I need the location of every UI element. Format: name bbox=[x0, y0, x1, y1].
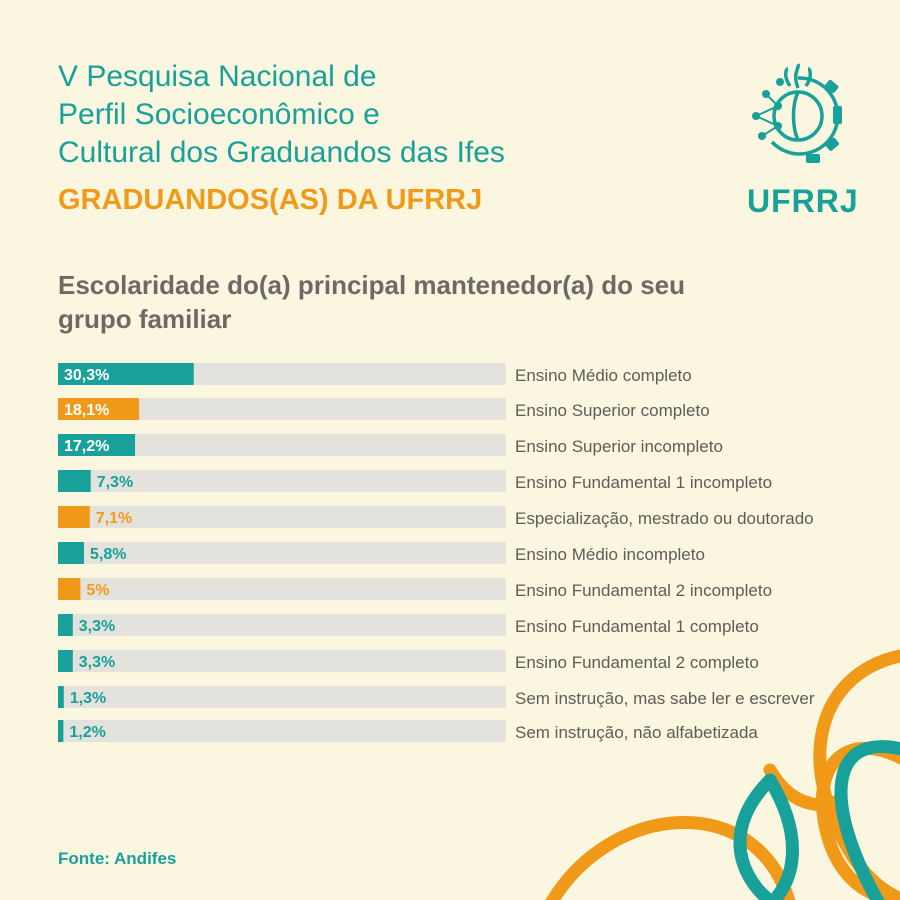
value-label: 1,3% bbox=[69, 690, 107, 707]
value-label: 5% bbox=[86, 582, 110, 599]
title-line-3: Cultural dos Graduandos das Ifes bbox=[58, 136, 505, 169]
bar-track bbox=[58, 650, 506, 672]
value-label: 7,3% bbox=[96, 474, 134, 491]
bar bbox=[58, 614, 73, 636]
value-label: 30,3% bbox=[64, 367, 110, 384]
logo-text: UFRRJ bbox=[747, 183, 859, 219]
value-label: 5,8% bbox=[89, 546, 127, 563]
category-label: Ensino Médio incompleto bbox=[515, 545, 705, 564]
value-label: 7,1% bbox=[95, 510, 133, 527]
category-label: Ensino Fundamental 1 completo bbox=[515, 617, 759, 636]
bar-track bbox=[58, 578, 506, 600]
category-label: Ensino Fundamental 2 incompleto bbox=[515, 581, 773, 600]
value-label: 17,2% bbox=[64, 438, 110, 455]
category-label: Ensino Superior incompleto bbox=[515, 437, 723, 456]
bar bbox=[58, 578, 80, 600]
title-line-1: V Pesquisa Nacional de bbox=[58, 60, 377, 93]
bar bbox=[58, 720, 63, 742]
value-label: 1,2% bbox=[69, 724, 106, 741]
bar bbox=[58, 506, 90, 528]
bar bbox=[58, 470, 91, 492]
category-label: Sem instrução, não alfabetizada bbox=[515, 723, 758, 742]
category-label: Especialização, mestrado ou doutorado bbox=[515, 509, 814, 528]
value-label: 18,1% bbox=[64, 402, 110, 419]
category-label: Ensino Fundamental 1 incompleto bbox=[515, 473, 773, 492]
bar bbox=[58, 542, 84, 564]
bar bbox=[58, 650, 73, 672]
bar-track bbox=[58, 614, 506, 636]
source-note: Fonte: Andifes bbox=[58, 849, 177, 868]
chart-title-line-1: Escolaridade do(a) principal mantenedor(a) do seu bbox=[58, 270, 686, 300]
bar-track bbox=[58, 720, 506, 742]
category-label: Ensino Fundamental 2 completo bbox=[515, 653, 759, 672]
category-label: Sem instrução, mas sabe ler e escrever bbox=[515, 689, 815, 708]
value-label: 3,3% bbox=[78, 618, 116, 635]
bar bbox=[58, 686, 64, 708]
category-label: Ensino Médio completo bbox=[515, 366, 692, 385]
bar-track bbox=[58, 686, 506, 708]
title-line-2: Perfil Socioeconômico e bbox=[58, 98, 380, 131]
chart-title-line-2: grupo familiar bbox=[58, 304, 232, 334]
value-label: 3,3% bbox=[78, 654, 116, 671]
page-subtitle: GRADUANDOS(AS) DA UFRRJ bbox=[58, 184, 483, 216]
category-label: Ensino Superior completo bbox=[515, 401, 710, 420]
